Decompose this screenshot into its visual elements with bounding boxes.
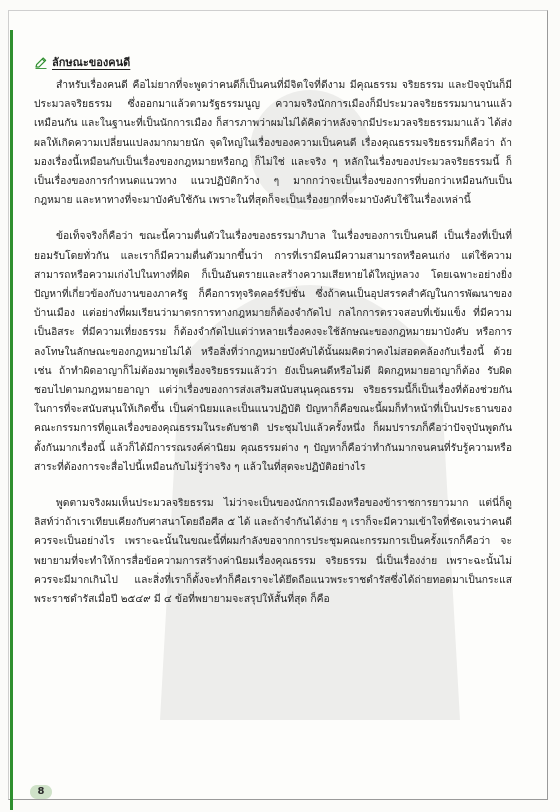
pencil-icon [34,55,48,69]
green-margin-bar [10,30,13,810]
paragraph-2: ข้อเท็จจริงก็คือว่า ขณะนี้ความตื่นตัวในเรื่องของธรรมาภิบาล ในเรื่องของการเป็นคนดี เป็นเรื่องที่เป็นที่ยอมรับโดยทั่วกัน และเราก็มีความตื่นตัวมากขึ้นว่า การที่เรามีคนมีความสามารถหรือคนเก่ง แต่ใช้ความสามารถหรือความเก่งไปในทางที่ผิด ก็เป็นอันตรายและสร้างความเสียหายได้ใหญ่หลวง โดยเฉพาะอย่างยิ่งปัญหาที่เกี่ยวข้องกับงานของภาครัฐ ก็คือการทุจริตคอร์รัปชั่น ซึ่งถ้าคนเป็นอุปสรรคสำคัญในการพัฒนาของบ้านเมือง แต่อย่างที่ผมเรียนว่ามาตรการทางกฎหมายก็ต้องจำกัดไป กลไกการตรวจสอบที่เข้มแข็ง ที่มีความเป็นอิสระ ที่มีความเที่ยงธรรม ก็ต้องจำกัดไปแต่ว่าหลายเรื่องคงจะใช้ลักษณะของกฎหมายมาบังคับ หรือการลงโทษในลักษณะของกฎหมายไม่ได้ หรือสิ่งที่ว่ากฎหมายบังคับได้นั้นผมคิดว่าคงไม่สอดคล้องกับเรื่องนี้ ด้วย เช่น ถ้าทำผิดอาญาก็ไม่ต้องมาพูดเรื่องจริยธรรมแล้วว่า ยังเป็นคนดีหรือไม่ดี ผิดกฎหมายอาญาก็ต้อง รับผิดชอบไปตามกฎหมายอาญา แต่ว่าเรื่องของการส่งเสริมสนับสนุนคุณธรรม จริยธรรมนี้ก็เป็นเรื่องที่ต้องช่วยกันในการที่จะสนับสนุนให้เกิดขึ้น เป็นค่านิยมและเป็นแนวปฏิบัติ ปัญหาก็คือขณะนี้ผมก็ทำหน้าที่เป็นประธานของคณะกรรมการที่ดูแลเรื่องของคุณธรรมในระดับชาติ ประชุมไปแล้วครั้งหนึ่ง ก็ผมปรารภก็คือว่าปัจจุบันพูดกันตั้งกันมากเรื่องนี้ แล้วก็ได้มีการรณรงค์ค่านิยม คุณธรรมต่าง ๆ ปัญหาก็คือว่าทำกันมากจนคนที่รับรู้ความหรือสาระที่ต้องการจะสื่อไปนี้เหมือนกับไม่รู้ว่าจริง ๆ แล้วในที่สุดจะปฏิบัติอย่างไร [34,230,512,473]
paragraph-3: พูดตามจริงผมเห็นประมวลจริยธรรม ไม่ว่าจะเป็นของนักการเมืองหรือของข้าราชการยาวมาก แต่นี่ก็ดูลิสท์ว่าถ้าเราเทียบเคียงกับศาสนาโดยถือศีล ๕ ได้ และถ้าจำกันได้ง่าย ๆ เราก็จะมีความเข้าใจที่ชัดเจนว่าคนดีควรจะเป็นอย่างไร เพราะฉะนั้นในขณะนี้ที่ผมกำลังขอจากการประชุมคณะกรรมการเป็นครั้งแรกก็คือว่า จะพยายามที่จะทำให้การสื่อข้อความการสร้างค่านิยมเรื่องคุณธรรม จริยธรรม นี่เป็นเรื่องง่าย เพราะฉะนั้นไม่ควรจะมีมากเกินไป และสิ่งที่เราก็ตั้งจะทำก็คือเราจะได้ยึดถือแนวพระราชดำรัสซึ่งได้ถ่ายทอดมาเป็นกระแสพระราชดำรัสเมื่อปี ๒๕๔๙ มี ๔ ข้อที่พยายามจะสรุปให้สั้นที่สุด ก็คือ [34,497,512,606]
section-heading [34,54,512,70]
paragraph-1: สำหรับเรื่องคนดี คือไม่ยากที่จะพูดว่าคนดีก็เป็นคนที่มีจิตใจที่ดีงาม มีคุณธรรม จริยธรรม และปัจจุบันก็มีประมวลจริยธรรม ซึ่งออกมาแล้วตามรัฐธรรมนูญ ความจริงนักการเมืองก็มีประมวลจริยธรรมมานานแล้วเหมือนกัน และในฐานะที่เป็นนักการเมือง ก็สารภาพว่าผมไม่ได้คิดว่าหลังจากมีประมวลจริยธรรมมาแล้ว ได้ส่งผลให้เกิดความเปลี่ยนแปลงมากมายนัก จุดใหญ่ในเรื่องของความเป็นคนดี เรื่องคุณธรรมจริยธรรมก็คือว่า ถ้ามองเรื่องนี้เหมือนกับเป็นเรื่องของกฎหมายหรือกฎ ก็ไม่ใช่ และจริง ๆ หลักในเรื่องของประมวลจริยธรรมนี้ ก็เป็นเรื่องของการกำหนดแนวทาง แนวปฏิบัติกว้าง ๆ มากกว่าจะเป็นเรื่องของการที่บอกว่าเหมือนกับเป็นกฎหมาย และหาทางที่จะมาบังคับใช้กัน เพราะในที่สุดก็จะเป็นเรื่องยากที่จะมาบังคับใช้ในเรื่องเหล่านี้ [34,79,512,207]
main-content [34,54,512,609]
section-title: ลักษณะของคนดี [52,56,131,69]
page-number: 8 [30,785,52,799]
page-footer [30,785,52,799]
